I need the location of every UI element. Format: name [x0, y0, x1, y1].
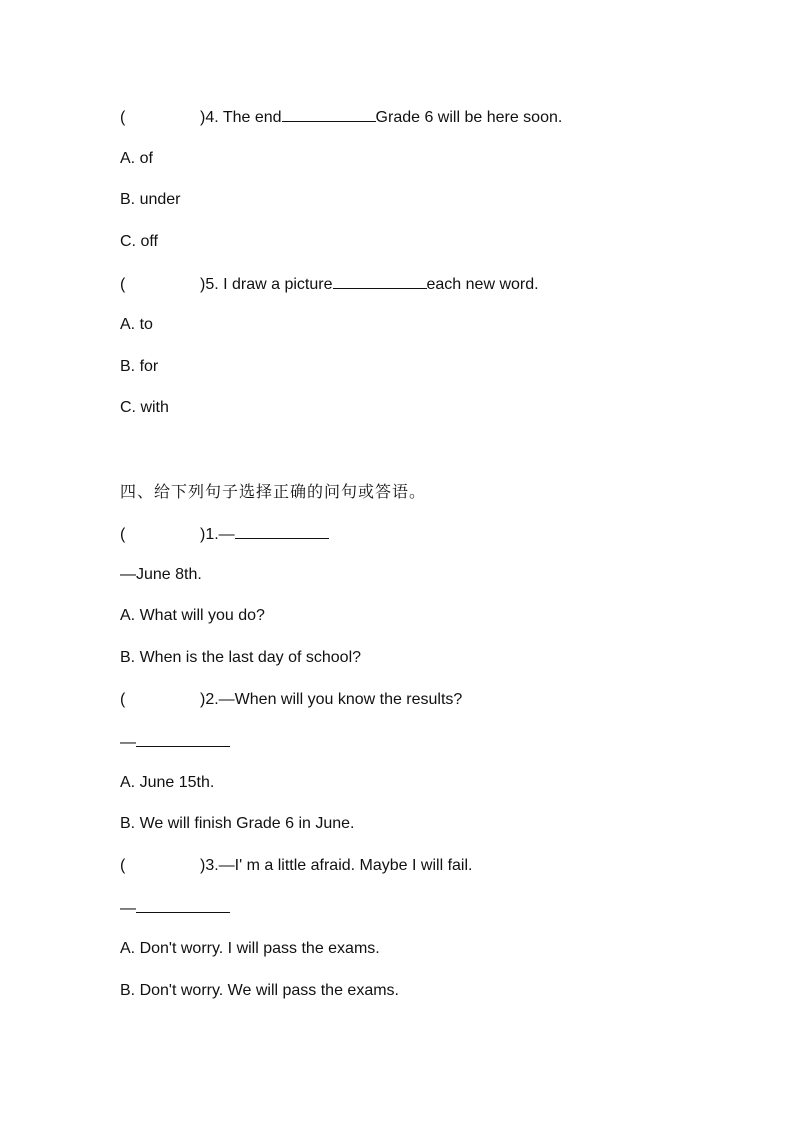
- question-4: [120, 106, 562, 128]
- answer-paren: (: [120, 276, 126, 293]
- option-b: B. When is the last day of school?: [120, 649, 362, 666]
- section-4-heading: 四、给下列句子选择正确的问句或答语。: [120, 482, 427, 501]
- fill-blank: [333, 273, 427, 289]
- question-5-prefix: )5. I draw a picture: [200, 276, 333, 293]
- s4-question-3-response: [120, 897, 230, 919]
- option-b: B. for: [120, 358, 159, 375]
- option-a: A. June 15th.: [120, 774, 215, 791]
- answer-paren: (: [120, 109, 126, 126]
- answer-paren: (: [120, 857, 126, 874]
- option-a: A. of: [120, 150, 153, 167]
- option-a: A. Don't worry. I will pass the exams.: [120, 940, 380, 957]
- option-c: C. with: [120, 399, 169, 416]
- question-5: [120, 273, 539, 295]
- response-dash: —: [120, 900, 136, 917]
- s4-question-2-response: [120, 731, 230, 753]
- option-b: B. Don't worry. We will pass the exams.: [120, 982, 399, 999]
- option-a: A. What will you do?: [120, 607, 265, 624]
- s4-question-1-response: —June 8th.: [120, 566, 202, 583]
- option-b: B. We will finish Grade 6 in June.: [120, 815, 355, 832]
- fill-blank: [282, 106, 376, 122]
- question-4-prefix: )4. The end: [200, 109, 282, 126]
- s4-question-1: [120, 523, 329, 545]
- option-c: C. off: [120, 233, 158, 250]
- s4-question-3-prefix: )3.—I' m a little afraid. Maybe I will fail.: [200, 857, 473, 874]
- s4-question-2-prefix: )2.—When will you know the results?: [200, 691, 463, 708]
- s4-question-2: [120, 689, 462, 711]
- response-dash: —: [120, 734, 136, 751]
- question-5-suffix: each new word.: [426, 276, 539, 293]
- option-a: A. to: [120, 316, 153, 333]
- fill-blank: [136, 731, 230, 747]
- option-b: B. under: [120, 191, 181, 208]
- answer-paren: (: [120, 526, 126, 543]
- s4-question-3: [120, 855, 472, 877]
- fill-blank: [235, 523, 329, 539]
- answer-paren: (: [120, 691, 126, 708]
- s4-question-1-prefix: )1.—: [200, 526, 235, 543]
- fill-blank: [136, 897, 230, 913]
- question-4-suffix: Grade 6 will be here soon.: [375, 109, 563, 126]
